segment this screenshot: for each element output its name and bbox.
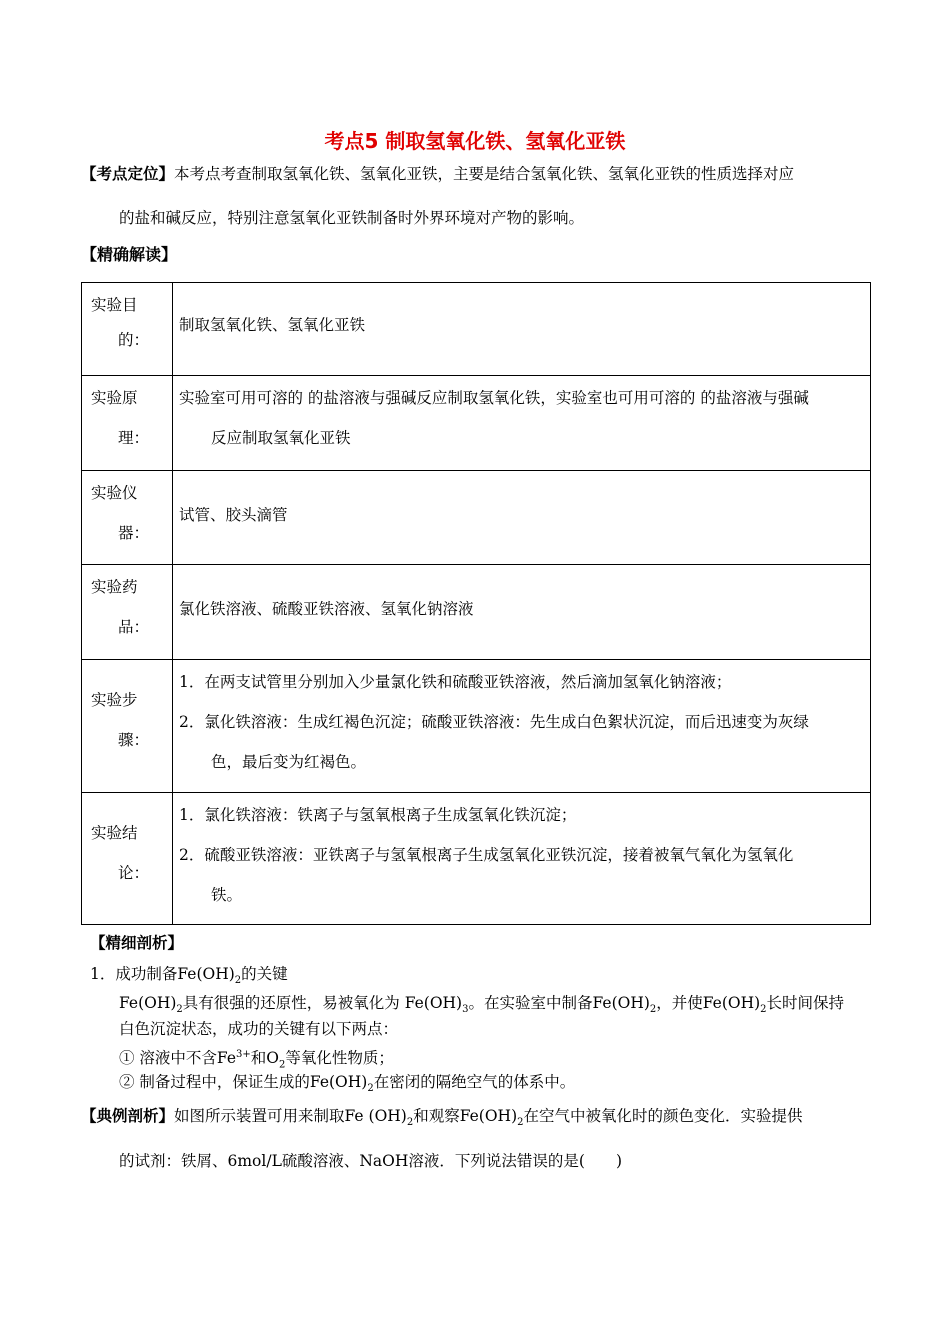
analysis-item1: 1．成功制备$Fe(OH)_2$的关键: [90, 965, 288, 987]
example-tag: 【典例剖析】: [81, 1107, 175, 1125]
row-label-a: 实验步: [91, 691, 138, 709]
row-label-b: 骤：: [118, 731, 150, 749]
row-line: 2．硫酸亚铁溶液：亚铁离子与氢氧根离子生成氢氧化亚铁沉淀，接着被氧气氧化为氢氧化: [179, 846, 794, 864]
analysis-point1: ① 溶液中不含$Fe^{3+}$和$O_2$等氧化性物质；: [119, 1049, 394, 1071]
row-line: 制取氢氧化铁、氢氧化亚铁: [179, 316, 366, 334]
row-label: [82, 283, 173, 376]
row-line: 1．氯化铁溶液：铁离子与氢氧根离子生成氢氧化铁沉淀；: [179, 806, 577, 824]
row-label-a: 实验目: [91, 296, 138, 314]
row-content: [173, 471, 871, 565]
row-label: [82, 565, 173, 660]
exam-position-tag: 【考点定位】: [81, 165, 175, 183]
row-label: [82, 793, 173, 925]
exam-position-text: 本考点考查制取氢氧化铁、氢氧化亚铁，主要是结合氢氧化铁、氢氧化亚铁的性质选择对应: [174, 165, 795, 183]
row-label-a: 实验仪: [91, 484, 138, 502]
row-label-a: 实验结: [91, 824, 138, 842]
row-label: [82, 376, 173, 471]
row-label-b: 的：: [118, 331, 150, 349]
row-label-a: 实验药: [91, 578, 138, 596]
table-row: [82, 793, 871, 925]
page-title: 考点5 制取氢氧化铁、氢氧化亚铁: [324, 129, 626, 153]
experiment-table: [81, 282, 871, 925]
row-content: [173, 565, 871, 660]
row-content: [173, 660, 871, 793]
row-label: [82, 660, 173, 793]
row-label: [82, 471, 173, 565]
row-line: 1．在两支试管里分别加入少量氯化铁和硫酸亚铁溶液，然后滴加氢氧化钠溶液；: [179, 673, 732, 691]
row-line: 铁。: [211, 886, 243, 904]
row-label-b: 品：: [118, 618, 150, 636]
reading-heading: 【精确解读】: [81, 245, 178, 264]
row-line: 实验室可用可溶的 的盐溶液与强碱反应制取氢氧化铁，实验室也可用可溶的 的盐溶液与强碱: [179, 389, 809, 407]
row-label-b: 器：: [118, 524, 150, 542]
exam-position-line2: 的盐和碱反应，特别注意氢氧化亚铁制备时外界环境对产物的影响。: [119, 209, 585, 227]
row-label-b: 论：: [118, 864, 150, 882]
table-row: [82, 471, 871, 565]
row-label-a: 实验原: [91, 389, 138, 407]
row-line: 2．氯化铁溶液：生成红褐色沉淀；硫酸亚铁溶液：先生成白色絮状沉淀，而后迅速变为灰绿: [179, 713, 809, 731]
row-line: 反应制取氢氧化亚铁: [211, 429, 351, 447]
table-row: [82, 283, 871, 376]
exam-position-line1: [81, 163, 794, 185]
row-content: [173, 793, 871, 925]
analysis-paragraph-line1: $Fe(OH)_2$具有很强的还原性，易被氧化为 $Fe(OH)_3$。在实验室中制备$Fe(OH)_2$，并使$Fe(OH)_2$长时间保持: [119, 994, 845, 1016]
example-line2: 的试剂：铁屑、6mol/L硫酸溶液、NaOH溶液．下列说法错误的是( ): [119, 1152, 622, 1170]
row-content: [173, 283, 871, 376]
row-label-b: 理：: [118, 429, 150, 447]
row-line: 氯化铁溶液、硫酸亚铁溶液、氢氧化钠溶液: [179, 600, 474, 618]
table-row: [82, 565, 871, 660]
analysis-paragraph-line2: 白色沉淀状态，成功的关键有以下两点：: [119, 1020, 399, 1038]
table-row: [82, 376, 871, 471]
analysis-heading: 【精细剖析】: [90, 934, 184, 952]
analysis-point2: ② 制备过程中，保证生成的$Fe(OH)_2$在密闭的隔绝空气的体系中。: [119, 1073, 576, 1095]
table-row: [82, 660, 871, 793]
row-line: 试管、胶头滴管: [179, 506, 288, 524]
example-line1: 【典例剖析】如图所示装置可用来制取Fe $(OH)_2$和观察$Fe(OH)_2$在空气中被氧化时的颜色变化．实验提供: [81, 1107, 803, 1129]
row-line: 色，最后变为红褐色。: [211, 753, 367, 771]
row-content: [173, 376, 871, 471]
